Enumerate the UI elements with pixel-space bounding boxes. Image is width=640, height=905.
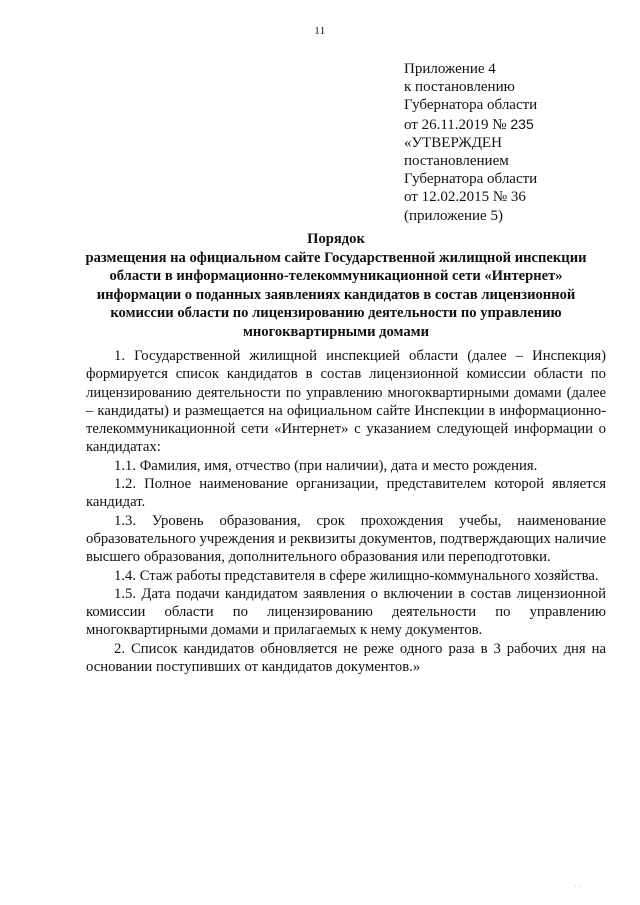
document-title <box>66 230 606 341</box>
scan-mark: · · <box>573 881 582 891</box>
paragraph-1: 1. Государственной жилищной инспекцией области (далее – Инспекция) формируется список кандидатов в состав лицензионной комиссии области по лицензированию деятельности по управлению многоквартирными домами (далее – кандидаты) и размещается на официальном сайте Инспекции в информационно-телекоммуникационной сети «Интернет» с указанием следующей информации о кандидатах: <box>86 348 606 456</box>
title-line: многоквартирными домами <box>242 323 430 340</box>
title-line: размещения на официальном сайте Государственной жилищной инспекции <box>85 249 587 266</box>
appendix-date-line <box>404 115 624 134</box>
appendix-line: от 12.02.2015 № 36 <box>404 189 526 206</box>
paragraph-1-3: 1.3. Уровень образования, срок прохождения учебы, наименование образовательного учреждения и реквизиты документов, подтверждающих наличие высшего образования, дополнительного образования или переподготовки. <box>86 512 606 566</box>
appendix-line: (приложение 5) <box>404 207 503 224</box>
appendix-date: от 26.11.2019 № <box>404 116 507 133</box>
title-line: комиссии области по лицензированию деятельности по управлению <box>110 305 562 321</box>
appendix-line: к постановлению <box>404 79 515 96</box>
appendix-line: Приложение 4 <box>404 61 496 77</box>
paragraph-2: 2. Список кандидатов обновляется не реже одного раза в 3 рабочих дня на основании поступивших от кандидатов документов.» <box>86 640 606 676</box>
appendix-line: постановлением <box>404 153 509 170</box>
appendix-line: Губернатора области <box>404 171 538 188</box>
title-line: Порядок <box>307 231 365 247</box>
title-line: области в информационно-телекоммуникационной сети «Интернет» <box>109 268 563 284</box>
page-number: 11 <box>314 25 326 37</box>
approved-label: «УТВЕРЖДЕН <box>404 134 502 151</box>
decree-number: 235 <box>510 115 534 132</box>
appendix-block <box>404 60 624 225</box>
appendix-line: Губернатора области <box>404 97 538 114</box>
paragraph-1-5: 1.5. Дата подачи кандидатом заявления о включении в состав лицензионной комиссии области по лицензированию деятельности по управлению многоквартирными домами и прилагаемых к нему документов. <box>86 585 606 639</box>
paragraph-1-1: 1.1. Фамилия, имя, отчество (при наличии), дата и место рождения. <box>114 457 538 474</box>
document-body <box>86 347 606 676</box>
paragraph-1-2: 1.2. Полное наименование организации, представителем которой является кандидат. <box>86 476 606 511</box>
paragraph-1-4: 1.4. Стаж работы представителя в сфере жилищно-коммунального хозяйства. <box>114 567 599 584</box>
title-line: информации о поданных заявлениях кандидатов в состав лицензионной <box>96 286 576 303</box>
